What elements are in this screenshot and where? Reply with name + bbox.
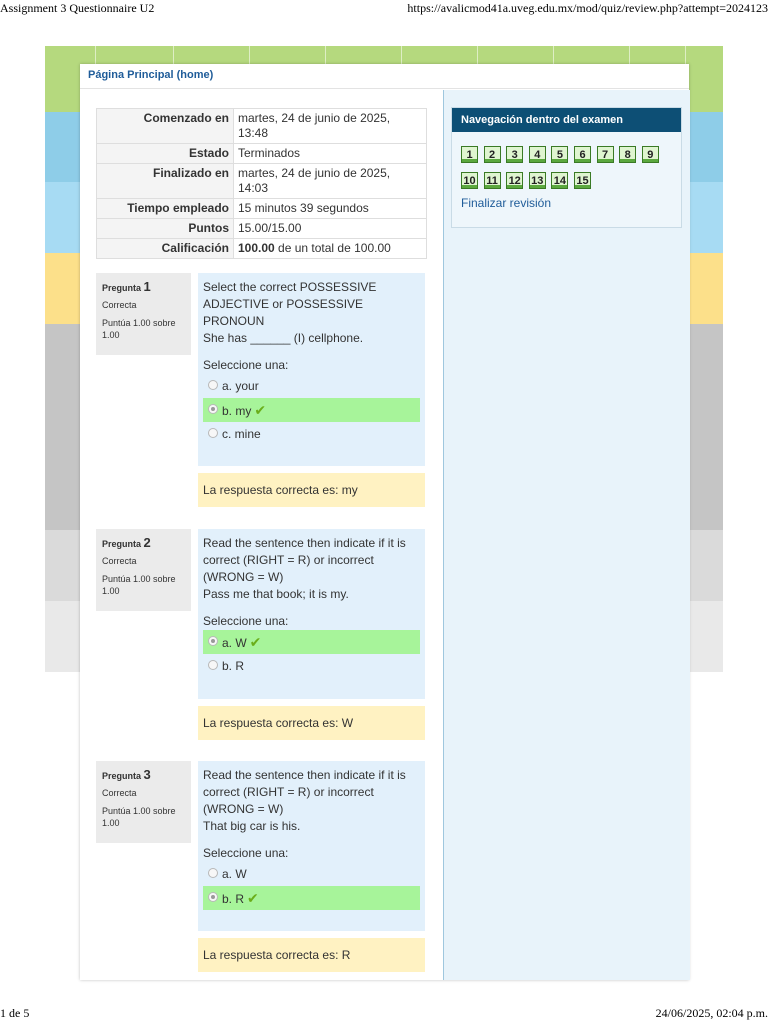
question-nav-button-5[interactable]: 5 (551, 146, 568, 163)
question-text-line: PRONOUN (203, 314, 265, 328)
question-label: Pregunta (102, 771, 144, 781)
correct-answer-feedback: La respuesta correcta es: W (198, 706, 425, 740)
correct-answer-feedback: La respuesta correcta es: R (198, 938, 425, 972)
question-text-line: correct (RIGHT = R) or incorrect (203, 553, 374, 567)
answer-option[interactable] (203, 398, 420, 422)
select-one-prompt: Seleccione una: (203, 614, 289, 628)
question-info (96, 529, 191, 611)
question-body (198, 761, 425, 931)
question-text-line: Pass me that book; it is my. (203, 587, 349, 601)
answer-option-label: a. your (222, 379, 259, 393)
question-nav-button-3[interactable]: 3 (506, 146, 523, 163)
print-page-number: 1 de 5 (0, 1006, 30, 1020)
summary-row (97, 199, 427, 219)
question-body (198, 529, 425, 699)
summary-value: 15.00/15.00 (234, 219, 427, 239)
question-nav-button-12[interactable]: 12 (506, 172, 523, 189)
answer-option[interactable] (203, 630, 420, 654)
question-nav-button-8[interactable]: 8 (619, 146, 636, 163)
answer-option-label: a. W (222, 867, 247, 881)
question-text-line: ADJECTIVE or POSSESSIVE (203, 297, 364, 311)
radio-button[interactable] (208, 428, 218, 438)
checkmark-icon: ✔ (247, 890, 259, 906)
radio-button[interactable] (208, 660, 218, 670)
checkmark-icon: ✔ (254, 402, 267, 418)
question-nav-button-4[interactable]: 4 (529, 146, 546, 163)
question-text-line: Read the sentence then indicate if it is (203, 536, 406, 550)
finish-review-link[interactable]: Finalizar revisión (461, 196, 552, 210)
question-nav-button-7[interactable]: 7 (597, 146, 614, 163)
print-datetime: 24/06/2025, 02:04 p.m. (655, 1006, 768, 1020)
print-title: Assignment 3 Questionnaire U2 (0, 1, 155, 15)
grade-value: 100.00 (238, 241, 275, 255)
question-nav-button-2[interactable]: 2 (484, 146, 501, 163)
question-nav-button-14[interactable]: 14 (551, 172, 568, 189)
question-nav-button-6[interactable]: 6 (574, 146, 591, 163)
answer-option-label: b. R (222, 659, 245, 673)
radio-button[interactable] (208, 404, 218, 414)
question-number-value: 1 (143, 279, 151, 294)
question-number-value: 3 (143, 767, 151, 782)
summary-row (97, 164, 427, 199)
answer-option[interactable] (198, 862, 425, 886)
divider (80, 88, 689, 89)
question-text-line: correct (RIGHT = R) or incorrect (203, 785, 374, 799)
question-text-line: She has ______ (I) cellphone. (203, 331, 364, 345)
summary-label: Calificación (97, 239, 234, 259)
radio-button[interactable] (208, 636, 218, 646)
summary-label: Tiempo empleado (97, 199, 234, 219)
attempt-summary-table (96, 108, 427, 259)
quiz-navigation-title: Navegación dentro del examen (452, 108, 681, 132)
question-label: Pregunta (102, 283, 144, 293)
question-state: Correcta (102, 300, 137, 310)
question-info (96, 273, 191, 355)
question-points: Puntúa 1.00 sobre 1.00 (102, 318, 176, 340)
question-text-line: Select the correct POSSESSIVE (203, 280, 377, 294)
question-text-line: That big car is his. (203, 819, 301, 833)
summary-row (97, 219, 427, 239)
print-footer (0, 1004, 768, 1024)
summary-label: Estado (97, 144, 234, 164)
question-points: Puntúa 1.00 sobre 1.00 (102, 806, 176, 828)
question-state: Correcta (102, 788, 137, 798)
quiz-navigation-block (451, 107, 682, 228)
answer-option[interactable] (198, 374, 425, 398)
question-state: Correcta (102, 556, 137, 566)
question-nav-button-11[interactable]: 11 (484, 172, 501, 189)
summary-row (97, 109, 427, 144)
select-one-prompt: Seleccione una: (203, 358, 289, 372)
question-text-line: (WRONG = W) (203, 802, 284, 816)
question-nav-button-15[interactable]: 15 (574, 172, 591, 189)
answer-option[interactable] (198, 422, 425, 446)
select-one-prompt: Seleccione una: (203, 846, 289, 860)
answer-option-label: b. my (222, 404, 252, 418)
summary-value: martes, 24 de junio de 2025, 13:48 (234, 109, 427, 144)
radio-button[interactable] (208, 892, 218, 902)
question-nav-button-9[interactable]: 9 (642, 146, 659, 163)
checkmark-icon: ✔ (249, 634, 262, 650)
question-text-line: (WRONG = W) (203, 570, 284, 584)
radio-button[interactable] (208, 868, 218, 878)
correct-answer-feedback: La respuesta correcta es: my (198, 473, 425, 507)
summary-value: martes, 24 de junio de 2025, 14:03 (234, 164, 427, 199)
answer-option[interactable] (198, 654, 425, 678)
breadcrumb-home-link[interactable]: Página Principal (home) (88, 69, 214, 81)
summary-value (234, 239, 427, 259)
answer-option-label: a. W (222, 636, 247, 650)
question-text-line: Read the sentence then indicate if it is (203, 768, 406, 782)
question-nav-button-10[interactable]: 10 (461, 172, 478, 189)
question-number-value: 2 (143, 535, 151, 550)
quiz-review-page (80, 64, 689, 980)
question-label: Pregunta (102, 539, 144, 549)
summary-value: 15 minutos 39 segundos (234, 199, 427, 219)
question-points: Puntúa 1.00 sobre 1.00 (102, 574, 176, 596)
question-number (102, 767, 185, 782)
radio-button[interactable] (208, 380, 218, 390)
grade-total: de un total de 100.00 (274, 241, 391, 255)
answer-option-label: b. R (222, 892, 245, 906)
question-nav-button-13[interactable]: 13 (529, 172, 546, 189)
question-info (96, 761, 191, 843)
summary-row (97, 239, 427, 259)
answer-option[interactable] (203, 886, 420, 910)
summary-value: Terminados (234, 144, 427, 164)
answer-option-label: c. mine (222, 427, 261, 441)
summary-label: Comenzado en (97, 109, 234, 144)
summary-row (97, 144, 427, 164)
print-header (0, 0, 768, 20)
right-sidebar (443, 90, 690, 980)
print-url: https://avalicmod41a.uveg.edu.mx/mod/quiz/review.php?attempt=2024123 (407, 1, 768, 15)
question-nav-button-1[interactable]: 1 (461, 146, 478, 163)
question-body (198, 273, 425, 466)
summary-label: Puntos (97, 219, 234, 239)
question-number (102, 279, 185, 294)
question-number (102, 535, 185, 550)
summary-label: Finalizado en (97, 164, 234, 199)
